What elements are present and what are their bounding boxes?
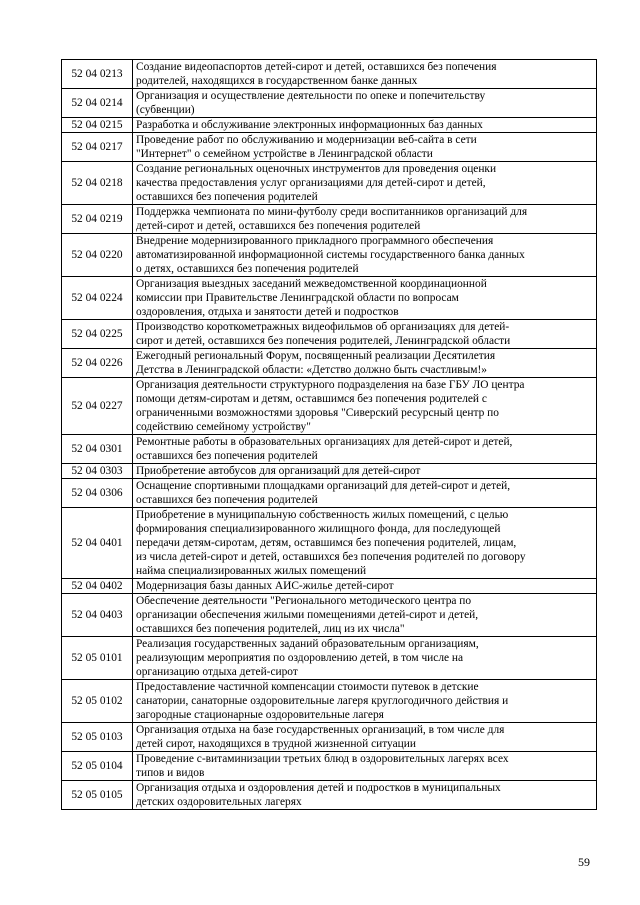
description-line: Приобретение в муниципальную собственность жилых помещений, с целью [136,509,509,521]
table-row [62,89,597,118]
description-line: Организация выездных заседаний межведомственной координационной [136,278,487,290]
row-code: 52 04 0217 [62,133,133,162]
row-code: 52 04 0306 [62,479,133,508]
row-description [133,435,597,464]
description-line: Организация деятельности структурного подразделения на базе ГБУ ЛО центра [136,379,525,391]
table-row [62,133,597,162]
row-code: 52 04 0215 [62,118,133,133]
table-row [62,752,597,781]
row-description [133,579,597,594]
description-line: качества предоставления услуг организациями для детей-сирот и детей, [136,177,486,189]
row-description [133,60,597,89]
description-line: Разработка и обслуживание электронных информационных баз данных [136,119,483,131]
row-code: 52 04 0224 [62,277,133,320]
row-description [133,162,597,205]
description-line: оздоровления, отдыха и занятости детей и подростков [136,306,399,318]
row-code: 52 05 0104 [62,752,133,781]
row-description [133,234,597,277]
row-code: 52 04 0402 [62,579,133,594]
row-code: 52 04 0303 [62,464,133,479]
description-line: (субвенции) [136,104,195,116]
row-description [133,320,597,349]
description-line: реализующим мероприятия по оздоровлению детей, в том числе на [136,652,464,664]
description-line: Производство короткометражных видеофильмов об организациях для детей- [136,321,510,333]
description-line: Детства в Ленинградской области: «Детство должно быть счастливым!» [136,364,487,376]
description-line: оставшихся без попечения родителей, лиц из их числа" [136,623,405,635]
row-code: 52 05 0102 [62,680,133,723]
table-row [62,508,597,579]
description-line: организации обеспечения жилыми помещениями детей-сирот и детей, [136,609,479,621]
description-line: детских оздоровительных лагерях [136,796,302,808]
description-line: Реализация государственных заданий образовательным организациям, [136,638,479,650]
description-line: содействию семейному устройству" [136,421,311,433]
table-body [62,60,597,810]
row-description [133,479,597,508]
row-code: 52 04 0225 [62,320,133,349]
description-line: из числа детей-сирот и детей, оставшихся без попечения родителей по договору [136,551,526,563]
table-row [62,234,597,277]
row-code: 52 05 0103 [62,723,133,752]
description-line: Обеспечение деятельности "Регионального методического центра по [136,595,472,607]
description-line: формирования специализированного жилищного фонда, для последующей [136,523,501,535]
description-line: Внедрение модернизированного прикладного программного обеспечения [136,235,494,247]
table-row [62,118,597,133]
row-description [133,205,597,234]
description-line: оставшихся без попечения родителей [136,191,318,203]
description-line: Модернизация базы данных АИС-жилье детей-сирот [136,580,394,592]
description-line: оставшихся без попечения родителей [136,450,318,462]
row-description [133,277,597,320]
description-line: Создание видеопаспортов детей-сирот и детей, оставшихся без попечения [136,61,497,73]
table-row [62,320,597,349]
row-description [133,781,597,810]
row-description [133,89,597,118]
description-line: "Интернет" о семейном устройстве в Ленинградской области [136,148,433,160]
description-line: Проведение работ по обслуживанию и модернизации веб-сайта в сети [136,134,477,146]
description-line: найма специализированных жилых помещений [136,565,367,577]
table-row [62,378,597,435]
description-line: детей сирот, находящихся в трудной жизненной ситуации [136,738,416,750]
description-line: о детях, оставшихся без попечения родителей [136,263,359,275]
description-line: автоматизированной информационной системы государственного банка данных [136,249,525,261]
table-row [62,781,597,810]
table-row [62,637,597,680]
description-line: Приобретение автобусов для организаций для детей-сирот [136,465,421,477]
budget-code-table [61,59,597,810]
row-code: 52 04 0219 [62,205,133,234]
row-description [133,752,597,781]
row-code: 52 05 0105 [62,781,133,810]
page-number: 59 [578,855,590,869]
row-code: 52 05 0101 [62,637,133,680]
description-line: родителей, находящихся в государственном банке данных [136,75,418,87]
row-code: 52 04 0218 [62,162,133,205]
description-line: санатории, санаторные оздоровительные лагеря круглогодичного действия и [136,695,509,707]
table-row [62,435,597,464]
description-line: детей-сирот и детей, оставшихся без попечения родителей [136,220,421,232]
description-line: Создание региональных оценочных инструментов для проведения оценки [136,163,497,175]
table-row [62,205,597,234]
table-row [62,479,597,508]
row-description [133,508,597,579]
table-row [62,60,597,89]
description-line: комиссии при Правительстве Ленинградской области по вопросам [136,292,459,304]
row-description [133,680,597,723]
table-row [62,579,597,594]
row-description [133,118,597,133]
row-description [133,464,597,479]
description-line: Организация отдыха и оздоровления детей и подростков в муниципальных [136,782,501,794]
row-code: 52 04 0403 [62,594,133,637]
row-description [133,637,597,680]
description-line: сирот и детей, оставшихся без попечения родителей, Ленинградской области [136,335,511,347]
row-code: 52 04 0401 [62,508,133,579]
row-code: 52 04 0226 [62,349,133,378]
description-line: Поддержка чемпионата по мини-футболу среди воспитанников организаций для [136,206,528,218]
description-line: Организация и осуществление деятельности по опеке и попечительству [136,90,486,102]
table-row [62,277,597,320]
description-line: Ремонтные работы в образовательных организациях для детей-сирот и детей, [136,436,513,448]
row-code: 52 04 0214 [62,89,133,118]
row-description [133,133,597,162]
table-row [62,162,597,205]
description-line: помощи детям-сиротам и детям, оставшимся без попечения родителей с [136,393,487,405]
row-code: 52 04 0227 [62,378,133,435]
row-description [133,349,597,378]
table-row [62,723,597,752]
row-code: 52 04 0213 [62,60,133,89]
row-description [133,723,597,752]
row-description [133,594,597,637]
description-line: ограниченными возможностями здоровья "Сиверский ресурсный центр по [136,407,499,419]
row-code: 52 04 0220 [62,234,133,277]
row-code: 52 04 0301 [62,435,133,464]
description-line: Предоставление частичной компенсации стоимости путевок в детские [136,681,479,693]
table-row [62,464,597,479]
table-row [62,680,597,723]
description-line: Ежегодный региональный Форум, посвященный реализации Десятилетия [136,350,496,362]
row-description [133,378,597,435]
description-line: Проведение с-витаминизации третьих блюд в оздоровительных лагерях всех [136,753,509,765]
table-row [62,349,597,378]
description-line: Организация отдыха на базе государственных организаций, в том числе для [136,724,505,736]
description-line: передачи детям-сиротам, детям, оставшимся без попечения родителей, лицам, [136,537,517,549]
description-line: загородные стационарные оздоровительные лагеря [136,709,384,721]
table-row [62,594,597,637]
description-line: оставшихся без попечения родителей [136,494,318,506]
description-line: организацию отдыха детей-сирот [136,666,298,678]
description-line: типов и видов [136,767,205,779]
description-line: Оснащение спортивными площадками организаций для детей-сирот и детей, [136,480,511,492]
